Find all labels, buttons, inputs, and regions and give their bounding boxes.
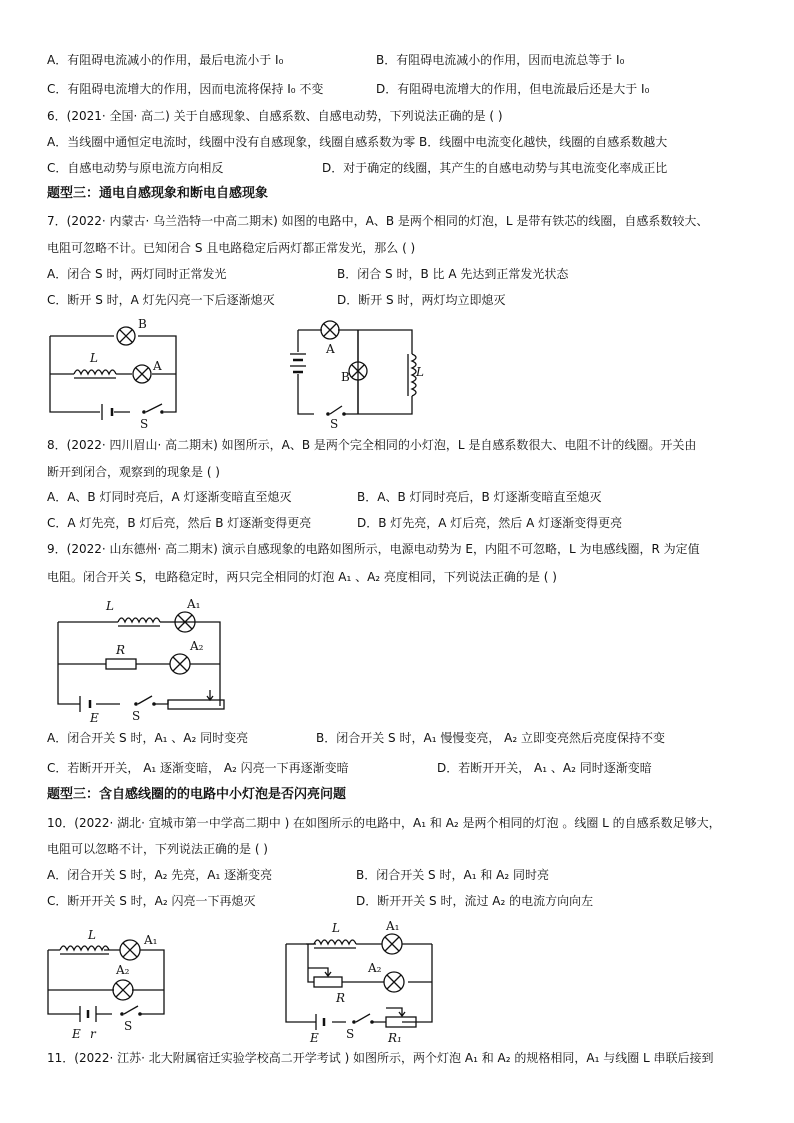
q9-option-a: A．闭合开关 S 时，A₁ 、A₂ 同时变亮 (47, 731, 249, 745)
q10-fig1-label-s: S (124, 1019, 133, 1033)
q7-label-a: A (153, 359, 162, 373)
q8-option-b: B．A、B 灯同时亮后，B 灯逐渐变暗直至熄灭 (357, 490, 602, 504)
q6-stem: 6．(2021· 全国· 高二) 关于自感现象、自感系数、自感电动势，下列说法正确的是 ( ) (47, 109, 503, 123)
lamp-a-icon (133, 365, 151, 383)
q10-option-d: D．断开开关 S 时，流过 A₂ 的电流方向向左 (356, 894, 594, 908)
q9-stem-line2: 电阻。闭合开关 S，电路稳定时，两只完全相同的灯泡 A₁ 、A₂ 亮度相同，下列说法正确的是 ( ) (47, 570, 557, 584)
lamp-a1-icon (120, 940, 140, 960)
lamp-a-icon (321, 321, 339, 339)
q5-option-a: A．有阻碍电流减小的作用，最后电流小于 I₀ (47, 53, 284, 67)
q8-label-a: A (326, 342, 335, 356)
q9-stem-line1: 9．(2022· 山东德州· 高二期末) 演示自感现象的电路如图所示，电源电动势为 E，内阻不可忽略，L 为电感线圈，R 为定值 (47, 542, 700, 556)
q9-label-s: S (132, 709, 141, 723)
q10-circuit-diagram-left (42, 922, 182, 1042)
q7-label-b: B (138, 317, 147, 331)
q6-option-d: D．对于确定的线圈，其产生的自感电动势与其电流变化率成正比 (322, 161, 668, 175)
q10-fig1-label-l: L (88, 928, 96, 942)
q9-label-a1: A₁ (187, 597, 201, 611)
lamp-a2-icon (384, 972, 404, 992)
q5-option-d: D．有阻碍电流增大的作用，但电流最后还是大于 I₀ (376, 82, 650, 96)
lamp-a2-icon (113, 980, 133, 1000)
q8-label-b: B (341, 370, 350, 384)
q8-circuit-diagram (290, 316, 424, 431)
q7-stem-line2: 电阻可忽略不计。已知闭合 S 且电路稳定后两灯都正常发光，那么 ( ) (47, 241, 416, 255)
q10-option-b: B．闭合开关 S 时，A₁ 和 A₂ 同时亮 (356, 868, 549, 882)
q10-fig2-label-r: R (336, 991, 346, 1005)
q9-label-e: E (90, 711, 99, 725)
q9-circuit-diagram (50, 596, 235, 724)
q9-option-d: D．若断开开关， A₁ 、A₂ 同时逐渐变暗 (437, 761, 652, 775)
q10-fig2-label-s: S (346, 1027, 355, 1041)
q10-fig1-label-a2: A₂ (116, 963, 130, 977)
q7-option-a: A．闭合 S 时，两灯同时正常发光 (47, 267, 227, 281)
q9-label-l: L (106, 599, 114, 613)
q10-fig2-label-r1: R₁ (388, 1031, 402, 1045)
q7-label-l: L (90, 351, 98, 365)
q8-option-c: C．A 灯先亮，B 灯后亮，然后 B 灯逐渐变得更亮 (47, 516, 312, 530)
q9-option-b: B．闭合开关 S 时，A₁ 慢慢变亮， A₂ 立即变亮然后亮度保持不变 (316, 731, 665, 745)
q10-stem-line2: 电阻可以忽略不计，下列说法正确的是 ( ) (47, 842, 268, 856)
q7-label-s: S (140, 417, 149, 431)
q10-stem-line1: 10．(2022· 湖北· 宜城市第一中学高二期中 ) 在如图所示的电路中，A₁ 和 A₂ 是两个相同的灯泡 。线圈 L 的自感系数足够大， (47, 816, 721, 830)
q10-fig1-label-a1: A₁ (144, 933, 158, 947)
q7-option-c: C．断开 S 时，A 灯先闪亮一下后逐渐熄灭 (47, 293, 275, 307)
q10-fig2-label-a1: A₁ (386, 919, 400, 933)
q8-option-d: D．B 灯先亮，A 灯后亮，然后 A 灯逐渐变得更亮 (357, 516, 623, 530)
q8-option-a: A．A、B 灯同时亮后，A 灯逐渐变暗直至熄灭 (47, 490, 292, 504)
q6-option-ab: A．当线圈中通恒定电流时，线圈中没有自感现象，线圈自感系数为零 B．线圈中电流变化越快，线圈的自感系数越大 (47, 135, 668, 149)
q8-label-l: L (416, 365, 424, 379)
q10-fig2-label-l: L (332, 921, 340, 935)
q5-option-c: C．有阻碍电流增大的作用，因而电流将保持 I₀ 不变 (47, 82, 324, 96)
q8-label-s: S (330, 417, 339, 431)
q7-option-d: D．断开 S 时，两灯均立即熄灭 (337, 293, 506, 307)
lamp-b-icon (117, 327, 135, 345)
q9-label-a2: A₂ (190, 639, 204, 653)
q8-stem-line1: 8．(2022· 四川眉山· 高二期末) 如图所示，A、B 是两个完全相同的小灯泡，L 是自感系数很大、电阻不计的线圈。开关由 (47, 438, 697, 452)
q7-stem-line1: 7．(2022· 内蒙古· 乌兰浩特一中高二期末) 如图的电路中，A、B 是两个相同的灯泡，L 是带有铁芯的线圈，自感系数较大、 (47, 214, 709, 228)
q11-stem-line1: 11．(2022· 江苏· 北大附属宿迁实验学校高二开学考试 ) 如图所示，两个灯泡 A₁ 和 A₂ 的规格相同，A₁ 与线圈 L 串联后接到 (47, 1051, 714, 1065)
q7-option-b: B．闭合 S 时，B 比 A 先达到正常发光状态 (337, 267, 569, 281)
q10-fig2-label-e: E (310, 1031, 319, 1045)
q10-option-c: C．断开开关 S 时，A₂ 闪亮一下再熄灭 (47, 894, 256, 908)
q10-option-a: A．闭合开关 S 时，A₂ 先亮，A₁ 逐渐变亮 (47, 868, 273, 882)
q10-circuit-diagram-right (282, 918, 442, 1044)
q10-fig2-label-a2: A₂ (368, 961, 382, 975)
q10-fig1-label-r: r (90, 1027, 96, 1041)
q5-option-b: B．有阻碍电流减小的作用，因而电流总等于 I₀ (376, 53, 625, 67)
lamp-a1-icon (382, 934, 402, 954)
section-heading-2: 题型三：通电自感现象和断电自感现象 (47, 186, 269, 201)
section-heading-3: 题型三：含自感线圈的的电路中小灯泡是否闪亮问题 (47, 787, 347, 802)
q6-option-c: C．自感电动势与原电流方向相反 (47, 161, 224, 175)
q10-fig1-label-e: E (72, 1027, 81, 1041)
q7-circuit-diagram (40, 312, 190, 431)
lamp-a2-icon (170, 654, 190, 674)
q9-label-r: R (116, 643, 126, 657)
q8-stem-line2: 断开到闭合，观察到的现象是 ( ) (47, 465, 220, 479)
q9-option-c: C．若断开开关， A₁ 逐渐变暗， A₂ 闪亮一下再逐渐变暗 (47, 761, 349, 775)
